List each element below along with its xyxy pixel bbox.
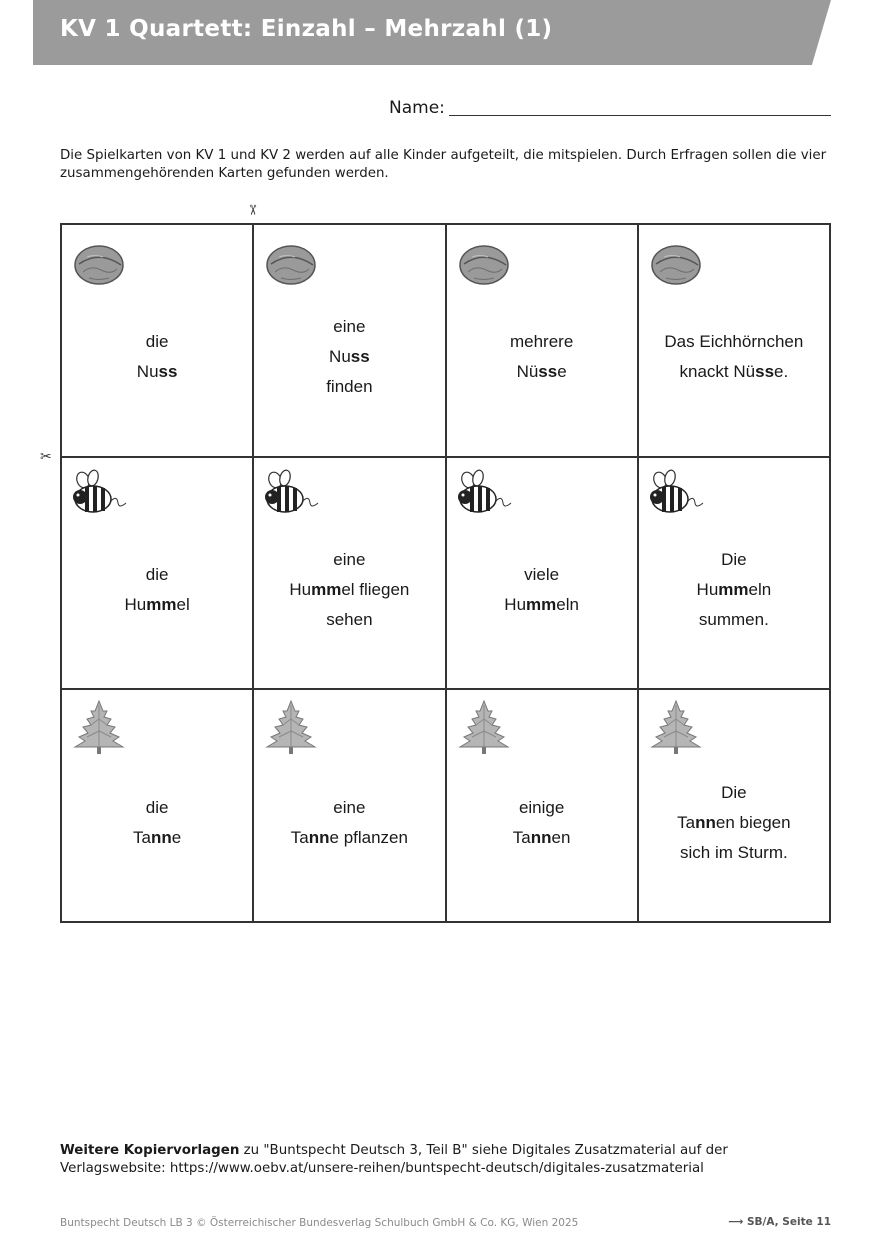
card-line: [326, 605, 372, 635]
quartet-card: [447, 458, 639, 691]
card-word: Das Eichhörnchen: [664, 332, 804, 352]
card-line: [721, 778, 747, 808]
card-word: sich im Sturm.: [680, 842, 788, 862]
card-word: Nu: [136, 362, 159, 382]
card-word: el fliegen: [341, 579, 410, 599]
name-field[interactable]: [389, 98, 831, 120]
card-line: [721, 545, 747, 575]
card-line: [513, 823, 571, 853]
card-line: [504, 590, 579, 620]
card-text: [62, 522, 252, 659]
card-word: eine: [333, 797, 366, 817]
fir-tree-icon: [456, 699, 512, 755]
footer-more-bold: Weitere Kopiervorlagen: [60, 1143, 240, 1158]
highlight-letters: ss: [755, 362, 775, 382]
scissors-icon: ✂: [243, 204, 260, 216]
card-word: eln: [748, 579, 772, 599]
card-word: knackt Nü: [679, 362, 756, 382]
fir-tree-icon: [263, 699, 319, 755]
quartet-card: [254, 690, 446, 923]
card-text: [62, 289, 252, 426]
card-text: [254, 289, 444, 426]
instructions: Die Spielkarten von KV 1 und KV 2 werden auf alle Kinder aufgeteilt, die mitspielen. Durch Erfragen sollen die vier zusammengehörenden Karten gefunden werden.: [60, 148, 827, 181]
card-word: Hu: [124, 594, 147, 614]
card-text: [254, 754, 444, 891]
card-word: Die: [721, 549, 747, 569]
card-text: [447, 522, 637, 659]
card-line: [333, 312, 365, 342]
quartet-card: [254, 225, 446, 458]
footer-copyright: Buntspecht Deutsch LB 3 © Österreichischer Bundesverlag Schulbuch GmbH & Co. KG, Wien 2025: [60, 1217, 579, 1229]
card-word: Hu: [289, 579, 312, 599]
name-label: Name:: [389, 98, 445, 118]
highlight-letters: mm: [718, 579, 749, 599]
card-line: [329, 342, 370, 372]
quartet-card: [62, 458, 254, 691]
card-line: [133, 823, 181, 853]
quartet-card: [639, 458, 831, 691]
card-word: finden: [326, 377, 373, 397]
card-word: mehrere: [509, 332, 574, 352]
card-line: [519, 793, 564, 823]
quartet-card: [639, 690, 831, 923]
walnut-icon: [456, 234, 512, 290]
highlight-letters: ss: [350, 347, 370, 367]
footer-page-ref: ⟶ SB/A, Seite 11: [728, 1216, 831, 1228]
card-word: Hu: [696, 579, 719, 599]
card-word: e: [171, 827, 182, 847]
card-word: el: [176, 594, 190, 614]
card-line: [137, 357, 178, 387]
card-word: en biegen: [715, 812, 791, 832]
card-word: einige: [518, 797, 565, 817]
card-word: die: [145, 564, 169, 584]
page-title: KV 1 Quartett: Einzahl – Mehrzahl (1): [60, 16, 553, 42]
card-text: [447, 754, 637, 891]
card-line: [697, 575, 772, 605]
card-word: e.: [774, 362, 789, 382]
card-word: Nü: [516, 362, 539, 382]
card-text: [62, 754, 252, 891]
highlight-letters: nn: [150, 827, 172, 847]
card-line: [146, 560, 169, 590]
name-line[interactable]: [449, 115, 831, 116]
card-line: [510, 327, 573, 357]
card-line: [326, 372, 372, 402]
highlight-letters: ss: [538, 362, 558, 382]
card-grid: [60, 223, 831, 923]
card-word: Ta: [677, 812, 696, 832]
card-word: eine: [333, 549, 366, 569]
card-text: [639, 522, 829, 659]
highlight-letters: nn: [530, 827, 552, 847]
footer-more-text: zu "Buntspecht Deutsch 3, Teil B" siehe Digitales Zusatzmaterial auf der Verlagswebsite: https://www.oebv.at/unsere-reihen/buntspecht-deutsch/digitales-zusatzmaterial: [60, 1143, 728, 1176]
card-line: [677, 808, 790, 838]
highlight-letters: nn: [308, 827, 330, 847]
card-line: [333, 545, 365, 575]
card-word: die: [145, 332, 169, 352]
card-word: viele: [524, 564, 560, 584]
walnut-icon: [71, 234, 127, 290]
quartet-card: [254, 458, 446, 691]
card-line: [289, 575, 409, 605]
card-word: sehen: [326, 609, 373, 629]
bumblebee-icon: [456, 467, 512, 523]
quartet-card: [62, 690, 254, 923]
bumblebee-icon: [263, 467, 319, 523]
card-line: [333, 793, 365, 823]
card-word: Ta: [290, 827, 309, 847]
quartet-card: [639, 225, 831, 458]
quartet-card: [447, 225, 639, 458]
walnut-icon: [263, 234, 319, 290]
card-line: [517, 357, 567, 387]
highlight-letters: ss: [158, 362, 178, 382]
card-word: Nu: [329, 347, 351, 367]
card-line: [291, 823, 408, 853]
walnut-icon: [648, 234, 704, 290]
quartet-card: [62, 225, 254, 458]
card-line: [146, 793, 169, 823]
card-text: [447, 289, 637, 426]
card-text: [254, 522, 444, 659]
card-word: e: [557, 362, 567, 382]
card-text: [639, 754, 829, 891]
bumblebee-icon: [648, 467, 704, 523]
bumblebee-icon: [71, 467, 127, 523]
highlight-letters: mm: [311, 579, 342, 599]
card-line: [664, 327, 803, 357]
card-word: Hu: [504, 594, 527, 614]
card-line: [680, 838, 788, 868]
highlight-letters: mm: [526, 594, 557, 614]
highlight-letters: mm: [146, 594, 177, 614]
highlight-letters: nn: [695, 812, 716, 832]
card-word: Die: [721, 782, 747, 802]
card-word: die: [145, 797, 169, 817]
fir-tree-icon: [71, 699, 127, 755]
card-word: e pflanzen: [329, 827, 408, 847]
card-word: Ta: [512, 827, 531, 847]
card-line: [524, 560, 559, 590]
card-line: [146, 327, 169, 357]
fir-tree-icon: [648, 699, 704, 755]
card-line: [699, 605, 769, 635]
card-word: eln: [556, 594, 579, 614]
footer-more-info: [60, 1142, 832, 1178]
card-word: en: [551, 827, 571, 847]
card-line: [125, 590, 190, 620]
card-line: [680, 357, 789, 387]
card-word: Ta: [133, 827, 151, 847]
card-word: summen.: [698, 609, 769, 629]
scissors-icon: ✂: [40, 449, 52, 465]
quartet-card: [447, 690, 639, 923]
card-text: [639, 289, 829, 426]
card-word: eine: [333, 317, 366, 337]
